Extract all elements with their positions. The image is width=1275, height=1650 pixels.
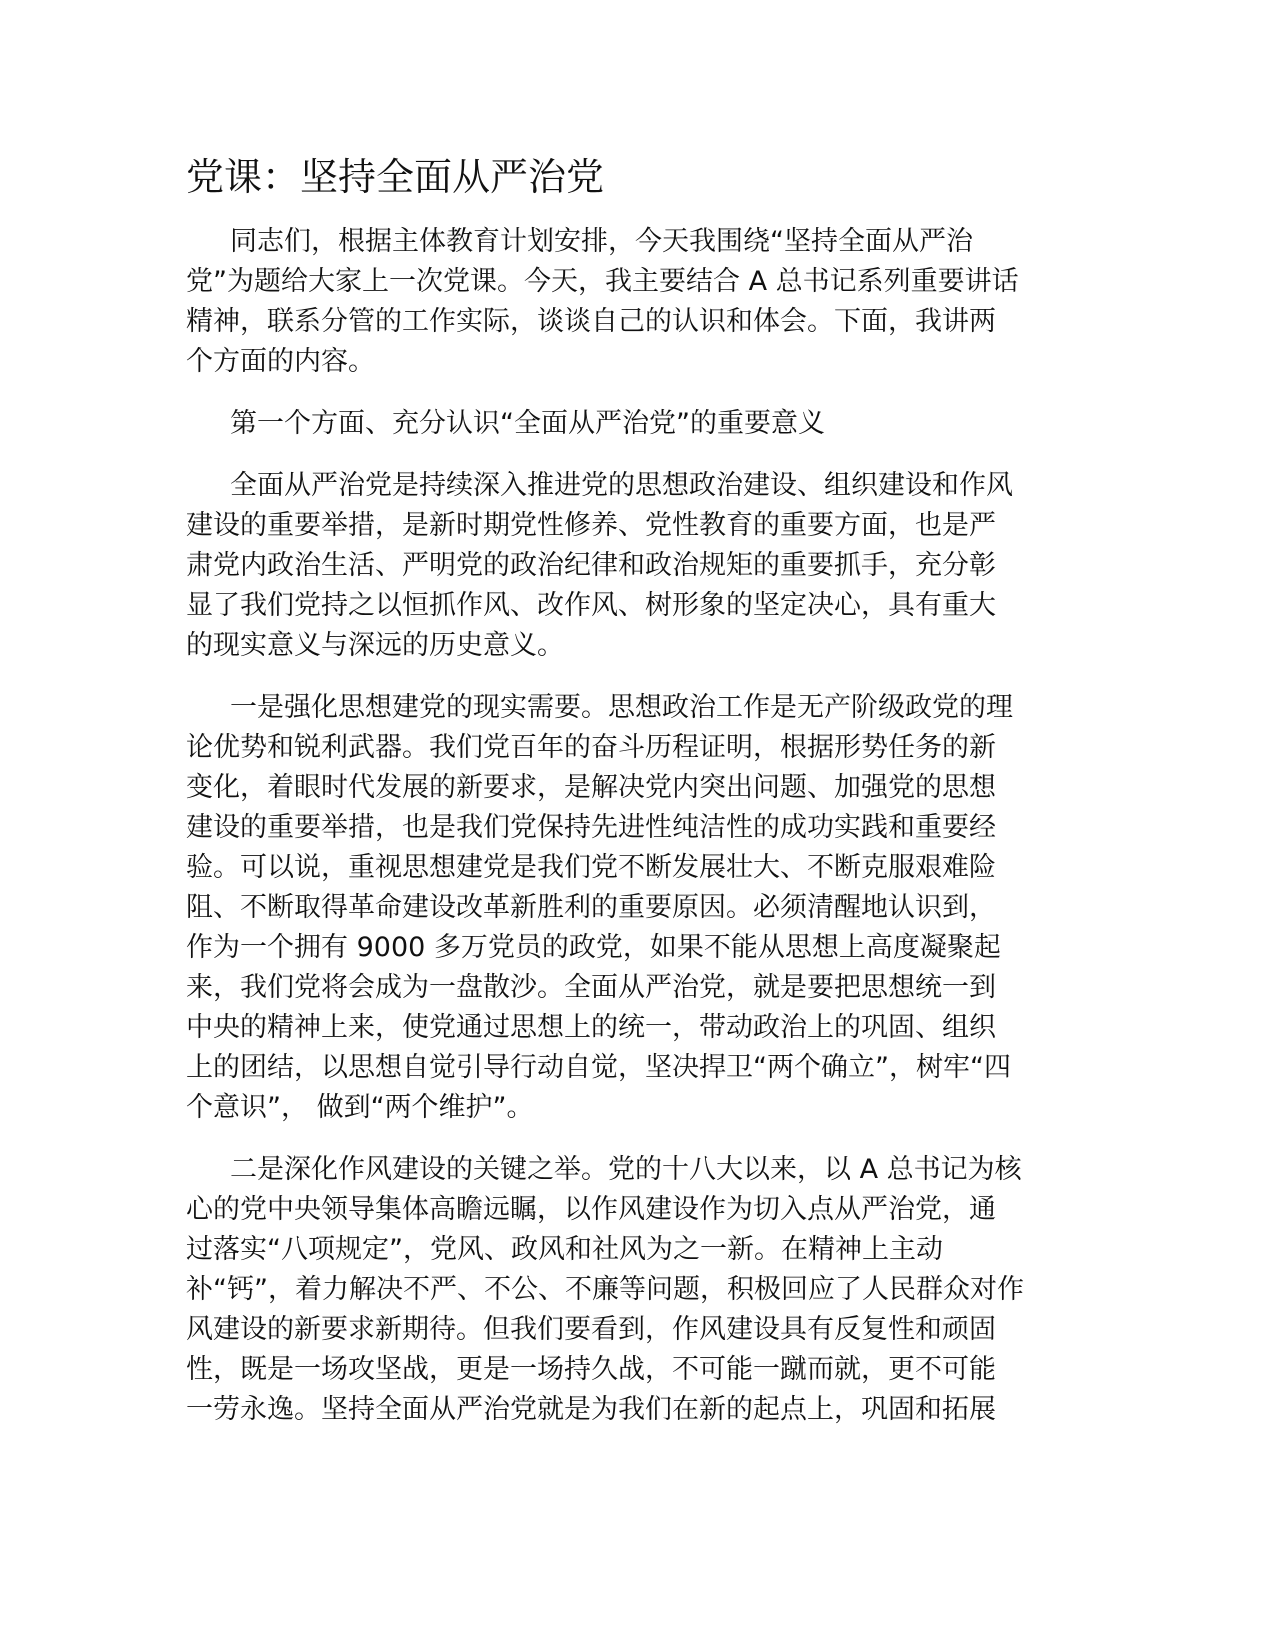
paragraph xyxy=(186,688,1086,1128)
paragraph-line: 二是深化作风建设的关键之举。党的十八大以来，以 A 总书记为核 xyxy=(230,1154,1022,1185)
paragraph-line: 过落实“八项规定”，党风、政风和社风为之一新。在精神上主动 xyxy=(186,1234,943,1265)
paragraph-line: 精神，联系分管的工作实际，谈谈自己的认识和体会。下面，我讲两 xyxy=(186,306,996,337)
paragraph-line: 风建设的新要求新期待。但我们要看到，作风建设具有反复性和顽固 xyxy=(186,1314,996,1345)
paragraph xyxy=(186,466,1086,666)
document-title: 党课：坚持全面从严治党 xyxy=(186,155,605,199)
paragraph xyxy=(186,222,1086,382)
paragraph-line: 全面从严治党是持续深入推进党的思想政治建设、组织建设和作风 xyxy=(230,470,1013,501)
paragraph-line: 中央的精神上来，使党通过思想上的统一，带动政治上的巩固、组织 xyxy=(186,1012,996,1043)
paragraph-line: 作为一个拥有 9000 多万党员的政党，如果不能从思想上高度凝聚起 xyxy=(186,932,1001,963)
paragraph-line: 一是强化思想建党的现实需要。思想政治工作是无产阶级政党的理 xyxy=(230,692,1013,723)
paragraph-line: 第一个方面、充分认识“全面从严治党”的重要意义 xyxy=(230,408,825,439)
paragraph xyxy=(186,1150,1086,1430)
paragraph-line: 上的团结，以思想自觉引导行动自觉，坚决捍卫“两个确立”，树牢“四 xyxy=(186,1052,1011,1083)
paragraph-line: 来，我们党将会成为一盘散沙。全面从严治党，就是要把思想统一到 xyxy=(186,972,996,1003)
paragraph-line: 性，既是一场攻坚战，更是一场持久战，不可能一蹴而就，更不可能 xyxy=(186,1354,996,1385)
paragraph-line: 心的党中央领导集体高瞻远瞩，以作风建设作为切入点从严治党，通 xyxy=(186,1194,996,1225)
paragraph-line: 同志们，根据主体教育计划安排，今天我围绕“坚持全面从严治 xyxy=(230,226,973,257)
paragraph-line: 验。可以说，重视思想建党是我们党不断发展壮大、不断克服艰难险 xyxy=(186,852,996,883)
paragraph-line: 变化，着眼时代发展的新要求，是解决党内突出问题、加强党的思想 xyxy=(186,772,996,803)
paragraph-line: 补“钙”，着力解决不严、不公、不廉等问题，积极回应了人民群众对作 xyxy=(186,1274,1024,1305)
paragraph-line: 个意识”， 做到“两个维护”。 xyxy=(186,1092,534,1123)
paragraph-line: 论优势和锐利武器。我们党百年的奋斗历程证明，根据形势任务的新 xyxy=(186,732,996,763)
paragraph-line: 的现实意义与深远的历史意义。 xyxy=(186,630,564,661)
paragraph-line: 个方面的内容。 xyxy=(186,346,375,377)
paragraph-line: 建设的重要举措，也是我们党保持先进性纯洁性的成功实践和重要经 xyxy=(186,812,996,843)
paragraph-line: 一劳永逸。坚持全面从严治党就是为我们在新的起点上，巩固和拓展 xyxy=(186,1394,996,1425)
paragraph-line: 阻、不断取得革命建设改革新胜利的重要原因。必须清醒地认识到， xyxy=(186,892,996,923)
paragraph-line: 党”为题给大家上一次党课。今天，我主要结合 A 总书记系列重要讲话 xyxy=(186,266,1019,297)
paragraph-line: 肃党内政治生活、严明党的政治纪律和政治规矩的重要抓手，充分彰 xyxy=(186,550,996,581)
paragraph-list xyxy=(186,222,1086,1430)
paragraph-line: 建设的重要举措，是新时期党性修养、党性教育的重要方面，也是严 xyxy=(186,510,996,541)
paragraph-line: 显了我们党持之以恒抓作风、改作风、树形象的坚定决心，具有重大 xyxy=(186,590,996,621)
paragraph xyxy=(186,404,1086,444)
document-body xyxy=(186,150,1086,1452)
